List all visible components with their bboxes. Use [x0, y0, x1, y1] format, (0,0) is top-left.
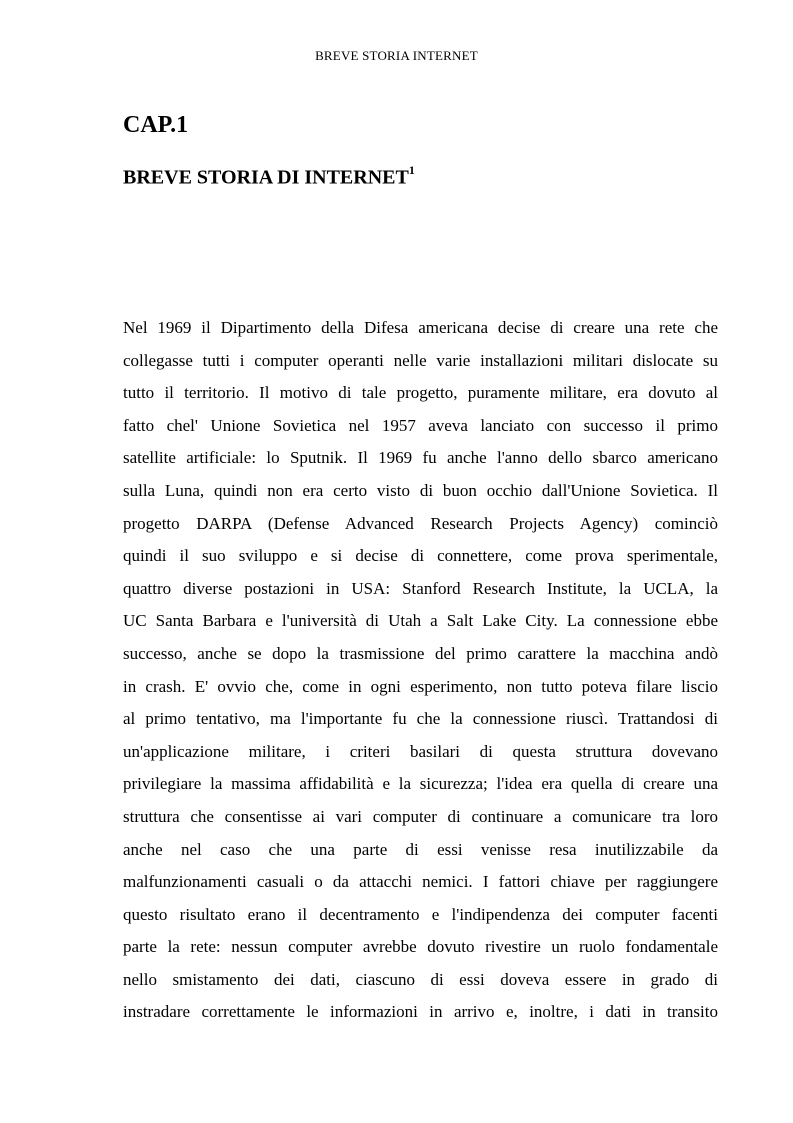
body-line: questo risultato erano il decentramento e l'indipendenza dei computer facenti: [123, 904, 718, 924]
body-line: progetto DARPA (Defense Advanced Research Projects Agency) cominciò: [123, 513, 718, 533]
body-line: instradare correttamente le informazioni in arrivo e, inoltre, i dati in transito: [123, 1002, 718, 1022]
running-header: BREVE STORIA INTERNET: [315, 48, 478, 63]
chapter-title-text: BREVE STORIA DI INTERNET: [123, 166, 409, 189]
body-line: Nel 1969 il Dipartimento della Difesa americana decise di creare una rete che: [123, 318, 718, 337]
body-line: tutto il territorio. Il motivo di tale progetto, puramente militare, era dovuto al: [123, 383, 718, 403]
footnote-marker: 1: [408, 163, 415, 177]
chapter-number: CAP.1: [123, 112, 189, 138]
body-line: un'applicazione militare, i criteri basilari di questa struttura dovevano: [123, 741, 718, 761]
body-line: al primo tentativo, ma l'importante fu che la connessione riuscì. Trattandosi di: [123, 709, 718, 729]
body-line: UC Santa Barbara e l'università di Utah a Salt Lake City. La connessione ebbe: [123, 611, 718, 631]
body-line: successo, anche se dopo la trasmissione del primo carattere la macchina andò: [123, 643, 718, 663]
body-line: struttura che consentisse ai vari computer di continuare a comunicare tra loro: [123, 806, 718, 826]
body-line: anche nel caso che una parte di essi venisse resa inutilizzabile da: [123, 839, 718, 859]
body-paragraph: [123, 312, 718, 1029]
body-line: malfunzionamenti casuali o da attacchi nemici. I fattori chiave per raggiungere: [123, 872, 718, 892]
body-line: fatto chel' Unione Sovietica nel 1957 aveva lanciato con successo il primo: [123, 415, 718, 435]
body-line: in crash. E' ovvio che, come in ogni esperimento, non tutto poteva filare liscio: [123, 676, 718, 696]
body-line: parte la rete: nessun computer avrebbe dovuto rivestire un ruolo fondamentale: [123, 937, 718, 957]
body-line: collegasse tutti i computer operanti nelle varie installazioni militari dislocate su: [123, 350, 718, 370]
body-line: quindi il suo sviluppo e si decise di connettere, come prova sperimentale,: [123, 546, 718, 566]
body-line: quattro diverse postazioni in USA: Stanford Research Institute, la UCLA, la: [123, 578, 718, 598]
body-line: sulla Luna, quindi non era certo visto di buon occhio dall'Unione Sovietica. Il: [123, 480, 718, 500]
body-line: satellite artificiale: lo Sputnik. Il 1969 fu anche l'anno dello sbarco americano: [123, 448, 718, 468]
body-line: privilegiare la massima affidabilità e la sicurezza; l'idea era quella di creare una: [123, 774, 718, 794]
body-line: nello smistamento dei dati, ciascuno di essi doveva essere in grado di: [123, 969, 718, 989]
chapter-title: [123, 165, 415, 190]
